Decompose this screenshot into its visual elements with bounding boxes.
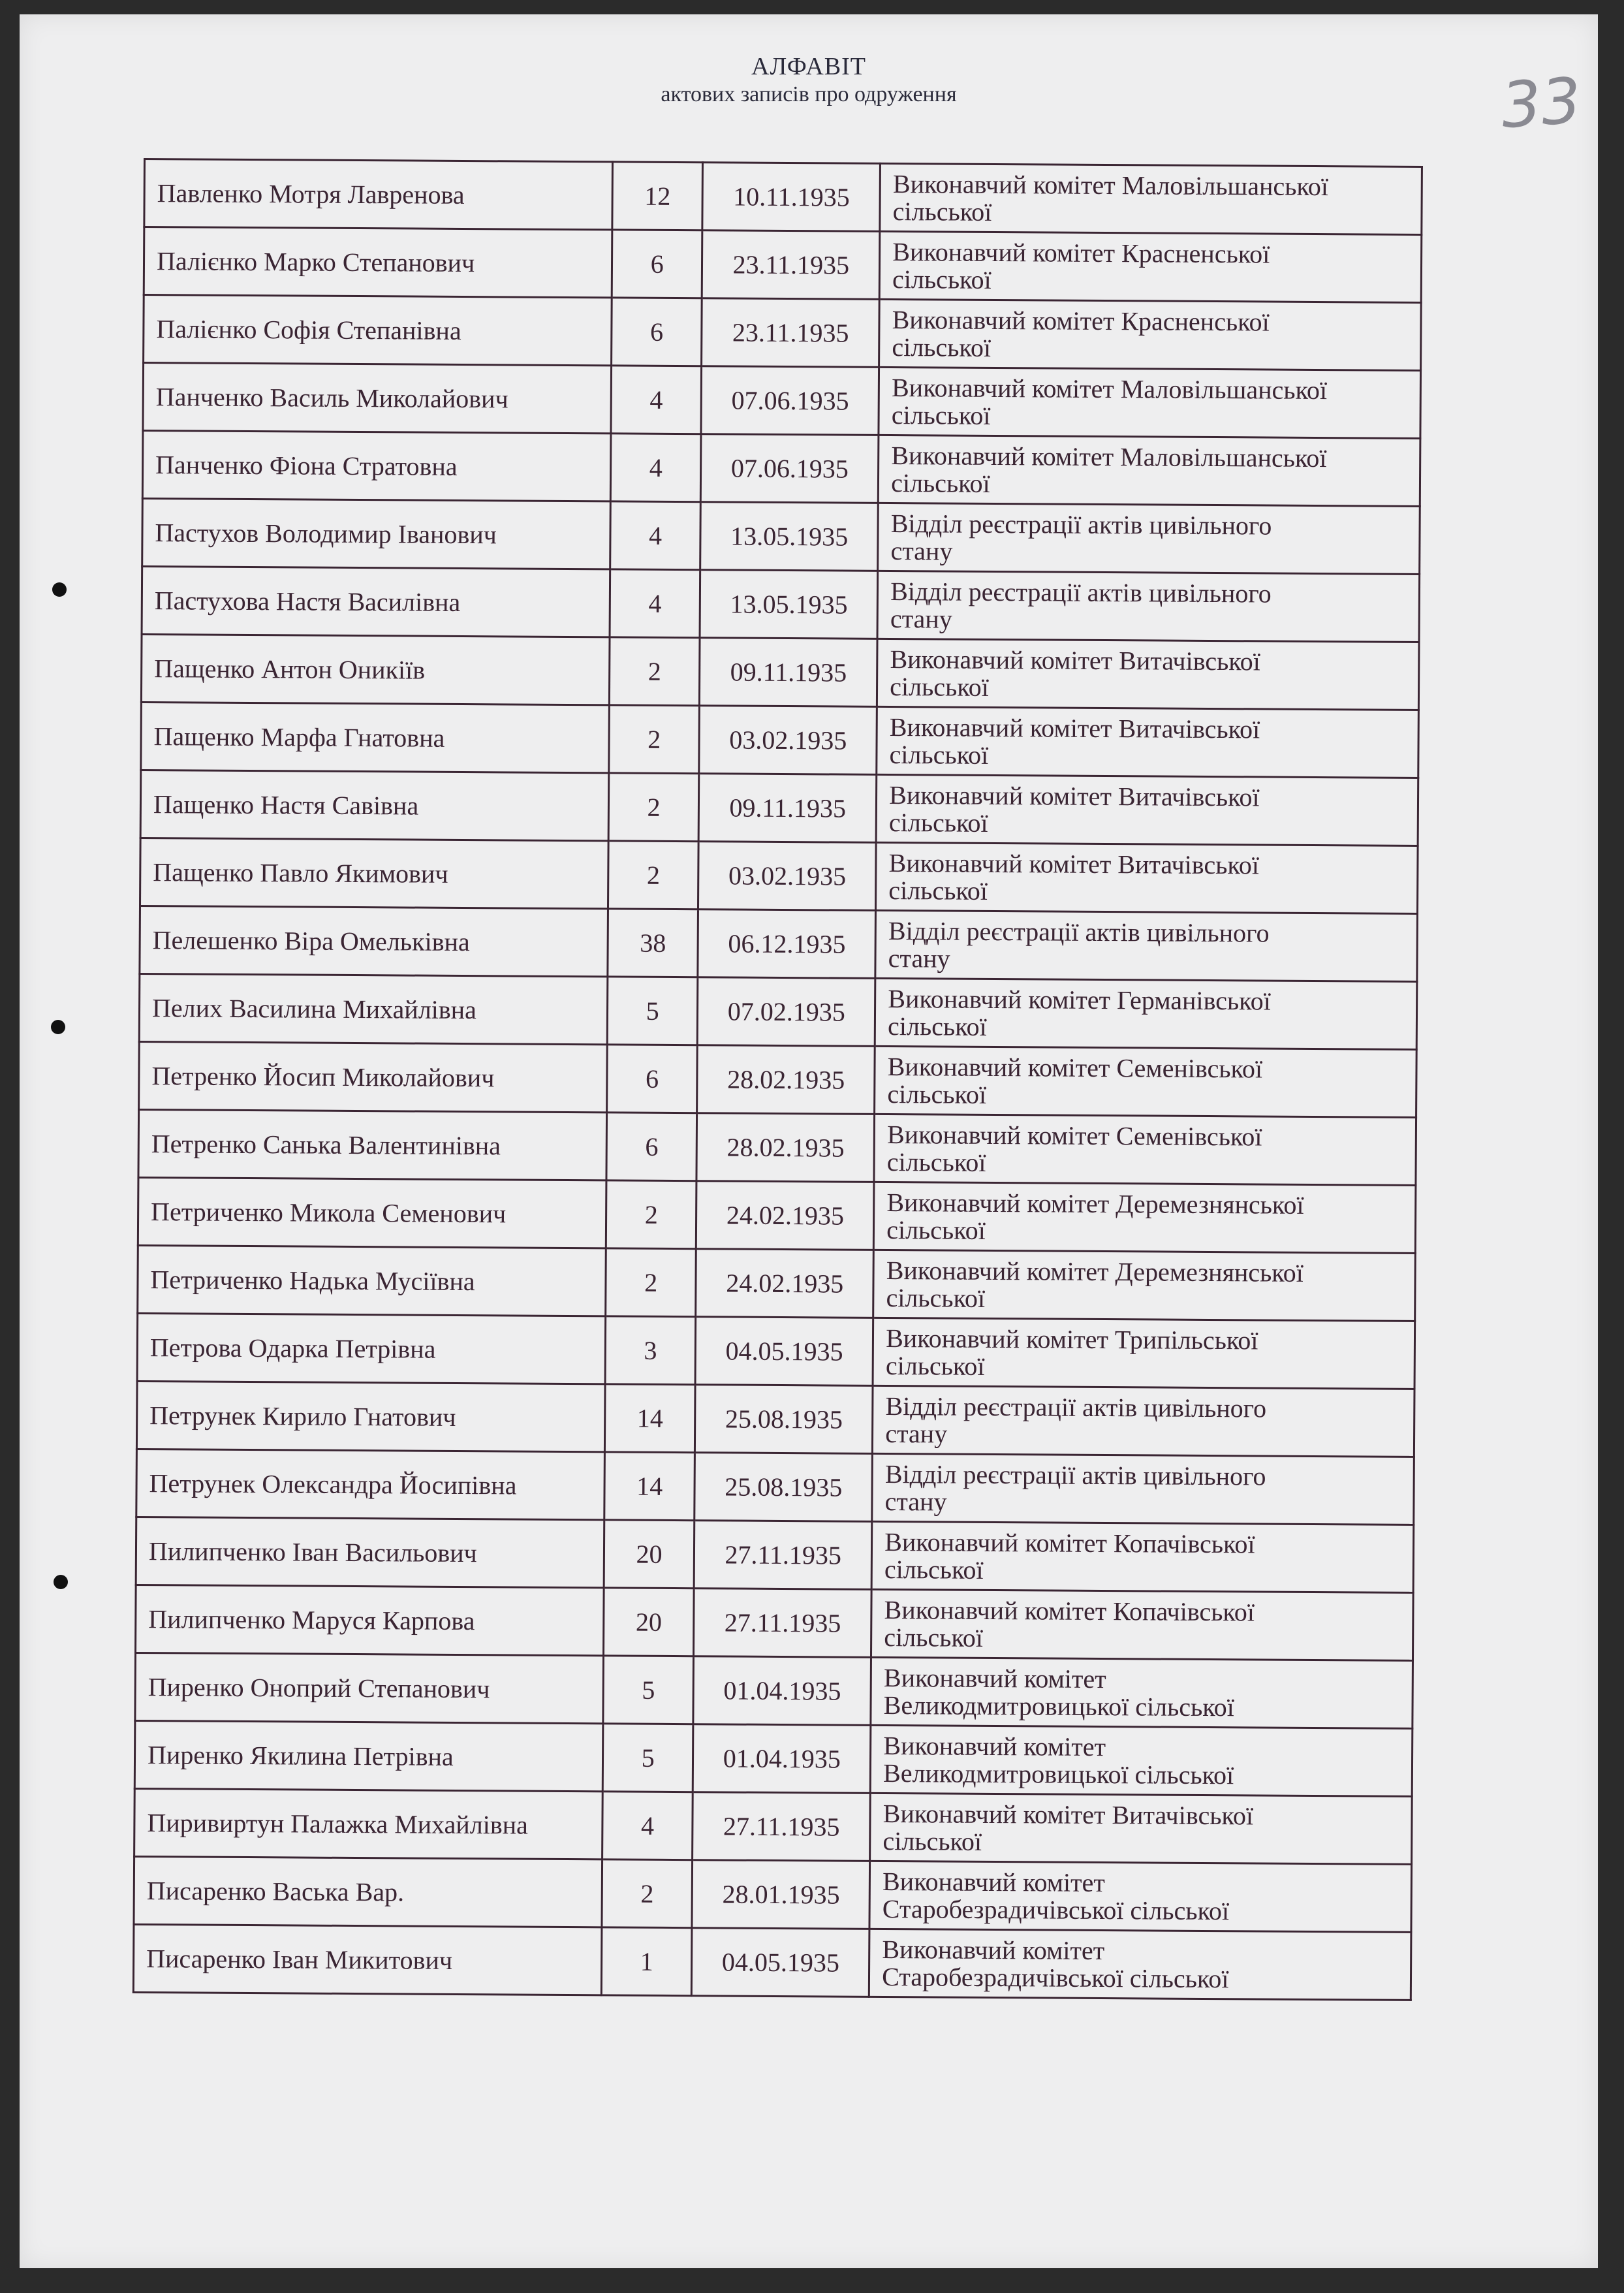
record-date-cell: 01.04.1935 (693, 1724, 871, 1794)
registry-office-text: сільської (892, 264, 992, 294)
registry-office-cell (871, 1589, 1413, 1660)
registry-office-text: сільської (887, 1011, 987, 1041)
table-row (138, 1177, 1416, 1253)
registry-office-cell (878, 503, 1420, 574)
person-name-cell: Петрунек Кирило Гнатович (136, 1381, 605, 1451)
registry-office-text: Виконавчий комітет Деремезнянської (886, 1255, 1304, 1288)
registry-office-cell (869, 1929, 1411, 2000)
registry-office-cell (877, 571, 1419, 642)
record-number-cell: 5 (602, 1724, 693, 1792)
person-name-cell: Пелих Василина Михайлівна (139, 973, 608, 1044)
person-name-cell: Пащенко Марфа Гнатовна (141, 702, 610, 772)
record-date-cell: 23.11.1935 (702, 230, 880, 300)
table-row (141, 702, 1419, 778)
record-date-cell: 04.05.1935 (692, 1928, 869, 1997)
table-row (139, 973, 1417, 1049)
registry-office-cell (879, 367, 1420, 438)
table-row (134, 1720, 1413, 1796)
document-subtitle: актових записів про одруження (661, 82, 957, 106)
record-number-cell: 14 (604, 1384, 695, 1453)
registry-office-text: стану (890, 535, 953, 566)
registry-office-text: сільської (892, 332, 992, 362)
record-number-cell: 1 (601, 1927, 692, 1996)
record-number-cell: 5 (603, 1656, 694, 1724)
record-number-cell: 4 (602, 1792, 693, 1860)
record-date-cell: 07.06.1935 (701, 366, 879, 435)
registry-office-text: Виконавчий комітет (883, 1730, 1106, 1762)
registry-office-cell (879, 299, 1421, 370)
registry-office-text: Відділ реєстрації актів цивільного (890, 576, 1272, 609)
person-name-cell: Палієнко Софія Степанівна (144, 295, 612, 366)
registry-office-cell (875, 910, 1417, 981)
record-date-cell: 07.02.1935 (698, 977, 875, 1047)
person-name-cell: Пащенко Антон Оникіїв (141, 634, 610, 704)
person-name-cell: Пиривиртун Палажка Михайлівна (134, 1788, 603, 1859)
table-row (139, 1041, 1417, 1117)
registry-office-text: Виконавчий комітет Витачівської (882, 1798, 1254, 1830)
record-date-cell: 24.02.1935 (696, 1181, 874, 1250)
person-name-cell: Пиренко Оноприй Степанович (135, 1653, 604, 1723)
marriage-records-table (133, 158, 1423, 2001)
table-row (144, 295, 1422, 371)
registry-office-text: сільської (884, 1622, 984, 1653)
registry-office-cell (873, 1182, 1415, 1253)
table-row (138, 1245, 1416, 1321)
registry-office-text: сільської (891, 400, 991, 430)
registry-office-text: Виконавчий комітет Витачівської (889, 780, 1260, 812)
person-name-cell: Пастухова Настя Василівна (142, 566, 610, 637)
registry-office-text: сільської (889, 739, 989, 770)
record-date-cell: 28.01.1935 (692, 1860, 869, 1929)
record-date-cell: 25.08.1935 (695, 1453, 872, 1522)
registry-office-cell (871, 1521, 1413, 1592)
record-date-cell: 03.02.1935 (698, 842, 876, 911)
registry-office-text: стану (888, 943, 950, 973)
table-row (136, 1449, 1414, 1525)
record-number-cell: 4 (611, 366, 702, 434)
registry-office-cell (876, 842, 1418, 913)
record-number-cell: 6 (607, 1045, 698, 1113)
person-name-cell: Пащенко Настя Савівна (140, 770, 609, 840)
record-date-cell: 13.05.1935 (700, 502, 878, 571)
registry-office-text: сільської (892, 196, 992, 227)
table-row (136, 1381, 1414, 1457)
registry-office-cell (875, 978, 1416, 1049)
record-date-cell: 27.11.1935 (693, 1792, 870, 1861)
table-row (136, 1517, 1414, 1592)
handwritten-page-number: 33 (1499, 63, 1584, 143)
person-name-cell: Пастухов Володимир Іванович (142, 498, 611, 569)
punch-hole-mark (54, 1575, 68, 1589)
registry-office-text: сільської (886, 1146, 986, 1177)
registry-office-text: сільської (890, 671, 989, 702)
registry-office-cell (869, 1861, 1411, 1932)
table-row (140, 770, 1418, 846)
registry-office-text: сільської (887, 1079, 987, 1109)
registry-office-text: Виконавчий комітет Деремезнянської (886, 1187, 1304, 1220)
record-date-cell: 25.08.1935 (695, 1385, 873, 1454)
table-row (136, 1585, 1414, 1660)
person-name-cell: Пилипченко Маруся Карпова (136, 1585, 604, 1655)
registry-office-text: Виконавчий комітет Семенівської (887, 1051, 1263, 1083)
table-row (142, 431, 1420, 507)
record-date-cell: 27.11.1935 (695, 1521, 872, 1590)
person-name-cell: Петриченко Микола Семенович (138, 1177, 606, 1248)
record-number-cell: 38 (608, 909, 698, 977)
registry-office-cell (879, 231, 1421, 302)
punch-hole-mark (51, 1020, 65, 1034)
record-number-cell: 4 (610, 501, 701, 570)
record-number-cell: 2 (608, 773, 699, 842)
registry-office-text: сільської (891, 467, 990, 498)
person-name-cell: Пащенко Павло Якимович (140, 838, 609, 908)
registry-office-text: сільської (886, 1282, 986, 1313)
registry-office-text: Виконавчий комітет Маловільшанської (891, 372, 1328, 405)
person-name-cell: Пиренко Якилина Петрівна (134, 1720, 603, 1791)
table-row (142, 498, 1420, 574)
registry-office-cell (878, 435, 1420, 506)
registry-office-cell (877, 639, 1419, 710)
registry-office-text: Виконавчий комітет (882, 1934, 1105, 1965)
registry-office-text: сільської (882, 1826, 982, 1856)
record-number-cell: 2 (609, 637, 700, 706)
table-row (142, 566, 1420, 642)
registry-office-text: Виконавчий комітет Витачівської (890, 644, 1260, 676)
record-date-cell: 13.05.1935 (700, 570, 877, 639)
registry-office-text: Виконавчий комітет Копачівської (884, 1526, 1255, 1558)
record-number-cell: 12 (612, 162, 703, 230)
registry-office-text: Виконавчий комітет Германівської (888, 983, 1271, 1016)
record-date-cell: 01.04.1935 (693, 1656, 871, 1726)
record-date-cell: 03.02.1935 (699, 706, 877, 775)
registry-office-cell (873, 1250, 1415, 1321)
registry-office-cell (880, 163, 1422, 234)
registry-office-text: Виконавчий комітет Витачівської (888, 847, 1260, 879)
registry-office-cell (871, 1657, 1413, 1728)
registry-office-text: Відділ реєстрації актів цивільного (884, 1459, 1266, 1491)
registry-office-cell (873, 1318, 1414, 1389)
record-date-cell: 27.11.1935 (694, 1589, 871, 1658)
registry-office-text: сільської (886, 1214, 986, 1245)
registry-office-text: Виконавчий комітет Копачівської (884, 1594, 1255, 1626)
record-number-cell: 2 (606, 1248, 696, 1317)
registry-office-text: стану (885, 1418, 948, 1449)
registry-office-cell (873, 1385, 1414, 1457)
record-number-cell: 6 (612, 230, 702, 298)
record-date-cell: 07.06.1935 (701, 434, 879, 503)
person-name-cell: Пилипченко Іван Васильович (136, 1517, 604, 1587)
document-title: АЛФАВІТ (751, 53, 866, 80)
person-name-cell: Панченко Василь Миколайович (143, 363, 612, 434)
registry-office-cell (870, 1725, 1412, 1796)
registry-office-text: сільської (885, 1350, 985, 1381)
record-number-cell: 6 (612, 298, 702, 366)
registry-office-cell (876, 774, 1418, 846)
person-name-cell: Петренко Йосип Миколайович (139, 1041, 608, 1112)
registry-office-cell (875, 1046, 1416, 1117)
table-row (140, 838, 1418, 913)
registry-office-text: Великодмитровицької сільської (883, 1690, 1235, 1722)
person-name-cell: Петрунек Олександра Йосипівна (136, 1449, 605, 1519)
record-number-cell: 2 (602, 1859, 693, 1928)
record-number-cell: 14 (604, 1452, 695, 1521)
registry-office-text: Виконавчий комітет (882, 1866, 1105, 1897)
registry-office-text: Великодмитровицької сільської (882, 1758, 1234, 1790)
person-name-cell: Павленко Мотря Лавренова (144, 159, 613, 230)
record-date-cell: 28.02.1935 (697, 1045, 875, 1115)
registry-office-text: Виконавчий комітет Красненської (892, 304, 1270, 337)
record-date-cell: 09.11.1935 (700, 638, 877, 707)
table-row (144, 227, 1422, 303)
registry-office-cell (877, 706, 1418, 778)
record-date-cell: 09.11.1935 (699, 774, 877, 843)
registry-office-text: Виконавчий комітет Витачівської (889, 712, 1260, 744)
registry-office-text: сільської (884, 1554, 984, 1585)
registry-office-cell (872, 1453, 1414, 1525)
person-name-cell: Палієнко Марко Степанович (144, 227, 612, 298)
table-row (143, 363, 1421, 439)
record-number-cell: 20 (603, 1588, 694, 1656)
table-row (138, 1109, 1416, 1185)
registry-office-text: стану (890, 603, 952, 634)
registry-office-text: сільської (888, 875, 988, 906)
document-page (20, 14, 1598, 2268)
registry-office-text: Відділ реєстрації актів цивільного (885, 1391, 1267, 1423)
record-date-cell: 24.02.1935 (696, 1249, 873, 1318)
table-row (134, 1856, 1412, 1932)
table-row (133, 1924, 1411, 2000)
record-date-cell: 23.11.1935 (702, 298, 879, 368)
registry-office-text: Виконавчий комітет Семенівської (886, 1119, 1262, 1151)
record-number-cell: 2 (608, 841, 698, 909)
registry-office-text: Відділ реєстрації актів цивільного (890, 508, 1272, 541)
table-row (135, 1653, 1413, 1728)
record-number-cell: 4 (610, 434, 701, 502)
registry-office-cell (870, 1793, 1412, 1864)
record-number-cell: 2 (609, 705, 700, 774)
registry-office-text: Виконавчий комітет Красненської (892, 236, 1270, 269)
table-row (137, 1313, 1415, 1389)
registry-office-text: сільської (888, 807, 988, 838)
record-date-cell: 10.11.1935 (702, 163, 880, 232)
person-name-cell: Панченко Фіона Стратовна (142, 431, 611, 501)
person-name-cell: Петренко Санька Валентинівна (138, 1109, 607, 1180)
registry-office-text: Виконавчий комітет Маловільшанської (891, 440, 1327, 473)
person-name-cell: Писаренко Іван Микитович (133, 1924, 602, 1995)
registry-office-text: Відділ реєстрації актів цивільного (888, 915, 1270, 948)
table-row (140, 906, 1418, 981)
record-number-cell: 20 (604, 1520, 695, 1589)
record-date-cell: 06.12.1935 (698, 909, 875, 979)
person-name-cell: Петрова Одарка Петрівна (137, 1313, 606, 1384)
record-number-cell: 5 (607, 977, 698, 1045)
registry-office-text: Старобезрадичівської сільської (882, 1961, 1229, 1993)
registry-office-text: Старобезрадичівської сільської (882, 1893, 1230, 1925)
table-row (144, 159, 1422, 235)
record-date-cell: 04.05.1935 (695, 1317, 873, 1386)
registry-office-text: Виконавчий комітет (883, 1662, 1106, 1694)
registry-office-text: Виконавчий комітет Трипільської (886, 1323, 1258, 1355)
record-number-cell: 4 (610, 569, 700, 638)
person-name-cell: Писаренко Васька Вар. (134, 1856, 602, 1927)
registry-office-cell (874, 1114, 1416, 1185)
punch-hole-mark (52, 582, 67, 597)
record-number-cell: 3 (605, 1316, 696, 1385)
record-date-cell: 28.02.1935 (696, 1113, 874, 1182)
record-number-cell: 2 (606, 1180, 696, 1249)
registry-office-text: Виконавчий комітет Маловільшанської (892, 168, 1329, 201)
record-number-cell: 6 (606, 1113, 697, 1181)
person-name-cell: Петриченко Надька Мусіївна (138, 1245, 606, 1316)
table-row (134, 1788, 1413, 1864)
person-name-cell: Пелешенко Віра Омельківна (140, 906, 608, 976)
table-row (141, 634, 1419, 710)
registry-office-text: стану (884, 1486, 947, 1517)
